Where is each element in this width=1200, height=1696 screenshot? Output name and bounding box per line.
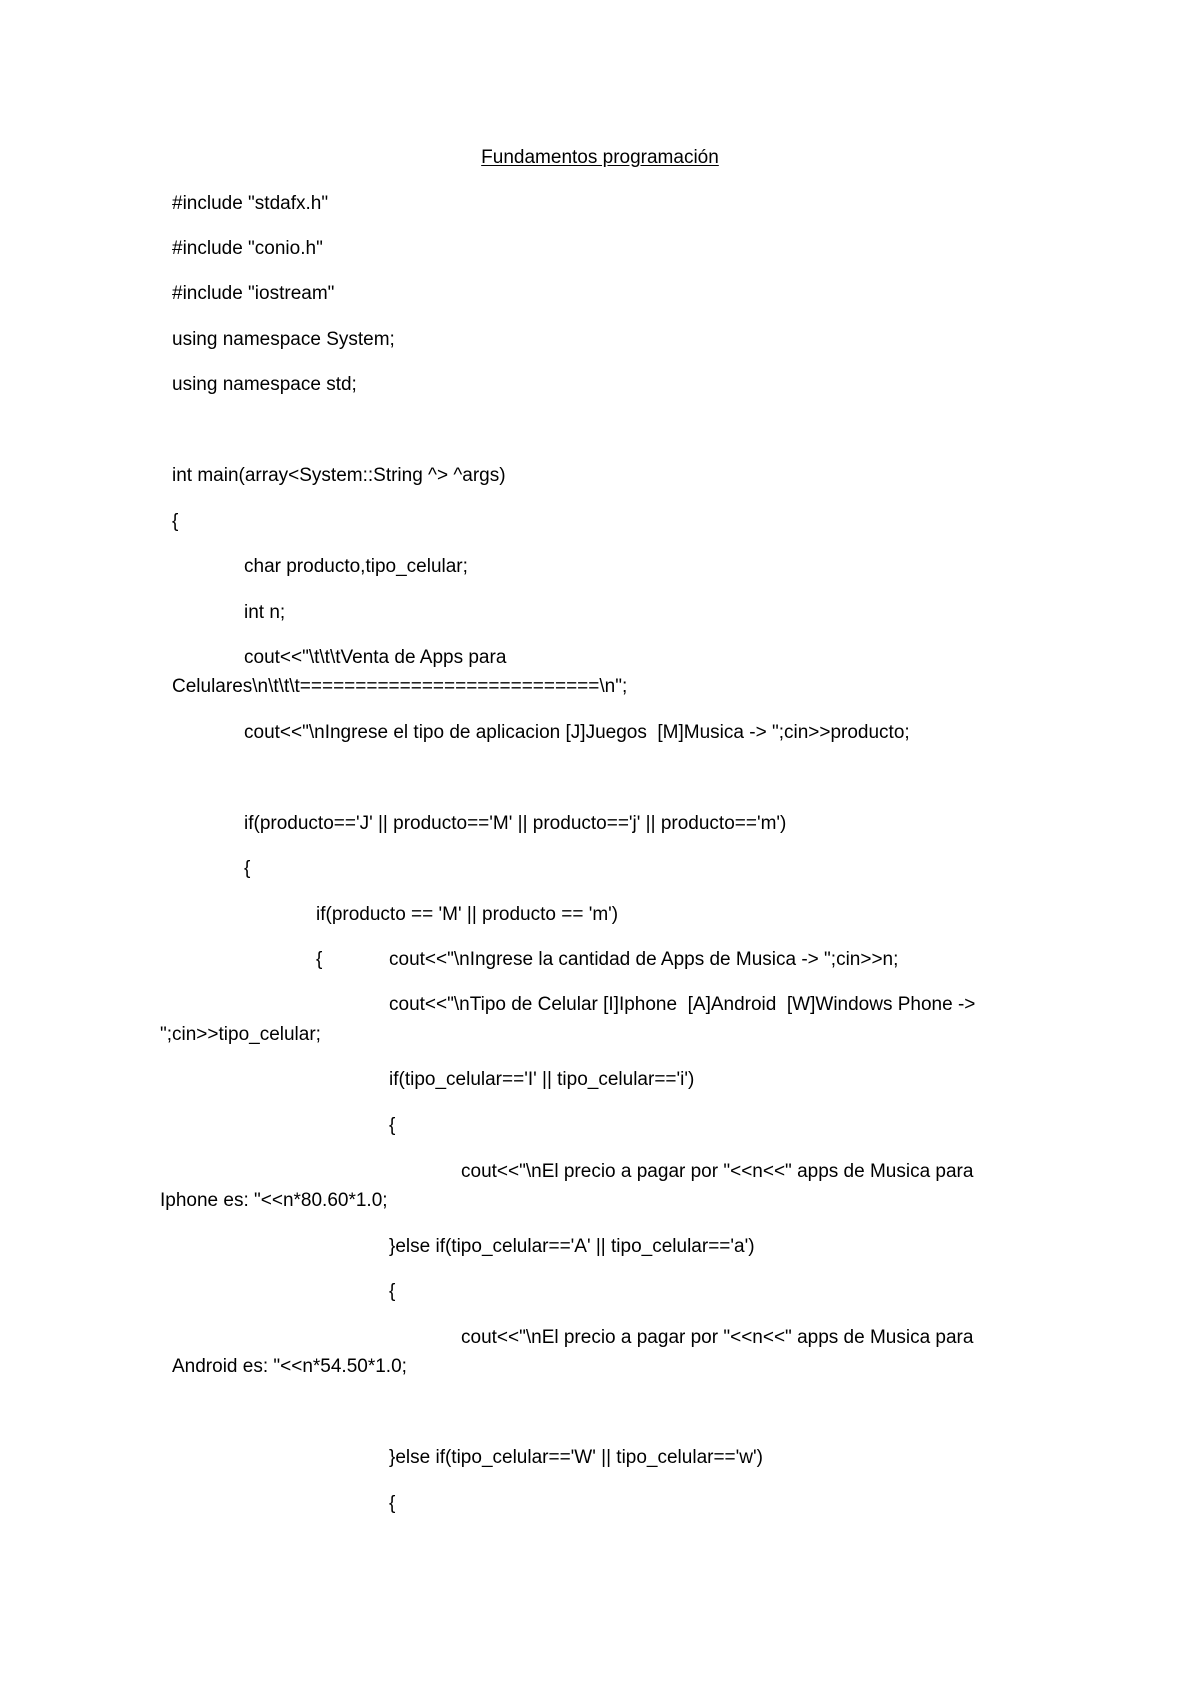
code-line: char producto,tipo_celular; <box>244 556 468 577</box>
code-line: if(producto == 'M' || producto == 'm') <box>316 904 619 925</box>
code-line: { <box>244 858 251 879</box>
code-line: }else if(tipo_celular=='A' || tipo_celular=='a') <box>389 1236 755 1257</box>
code-line: Android es: "<<n*54.50*1.0; <box>172 1356 407 1377</box>
code-line: }else if(tipo_celular=='W' || tipo_celular=='w') <box>389 1447 763 1468</box>
code-line: { <box>316 949 323 970</box>
code-line: { <box>389 1493 396 1514</box>
code-line: #include "iostream" <box>172 283 335 304</box>
code-line: ";cin>>tipo_celular; <box>160 1024 321 1045</box>
code-line: { <box>389 1115 396 1136</box>
code-line: int main(array<System::String ^> ^args) <box>172 465 506 486</box>
code-line: #include "stdafx.h" <box>172 193 329 214</box>
code-line: { <box>172 511 179 532</box>
code-line: if(producto=='J' || producto=='M' || producto=='j' || producto=='m') <box>244 813 787 834</box>
code-line: #include "conio.h" <box>172 238 323 259</box>
code-line: using namespace std; <box>172 374 357 395</box>
code-line: int n; <box>244 602 286 623</box>
code-line: if(tipo_celular=='I' || tipo_celular=='i') <box>389 1069 695 1090</box>
code-line: cout<<"\nEl precio a pagar por "<<n<<" apps de Musica para <box>461 1327 974 1348</box>
code-line: using namespace System; <box>172 329 395 350</box>
code-line: Celulares\n\t\t\t===========================\n"; <box>172 676 628 697</box>
code-line: cout<<"\nIngrese el tipo de aplicacion [J]Juegos [M]Musica -> ";cin>>producto; <box>244 722 910 743</box>
code-line: cout<<"\nIngrese la cantidad de Apps de Musica -> ";cin>>n; <box>389 949 899 970</box>
code-line: cout<<"\nTipo de Celular [I]Iphone [A]Android [W]Windows Phone -> <box>389 994 976 1015</box>
document-title: Fundamentos programación <box>481 147 719 168</box>
code-line: cout<<"\t\t\tVenta de Apps para <box>244 647 507 668</box>
code-line: cout<<"\nEl precio a pagar por "<<n<<" apps de Musica para <box>461 1161 974 1182</box>
code-line: { <box>389 1281 396 1302</box>
code-line: Iphone es: "<<n*80.60*1.0; <box>160 1190 388 1211</box>
